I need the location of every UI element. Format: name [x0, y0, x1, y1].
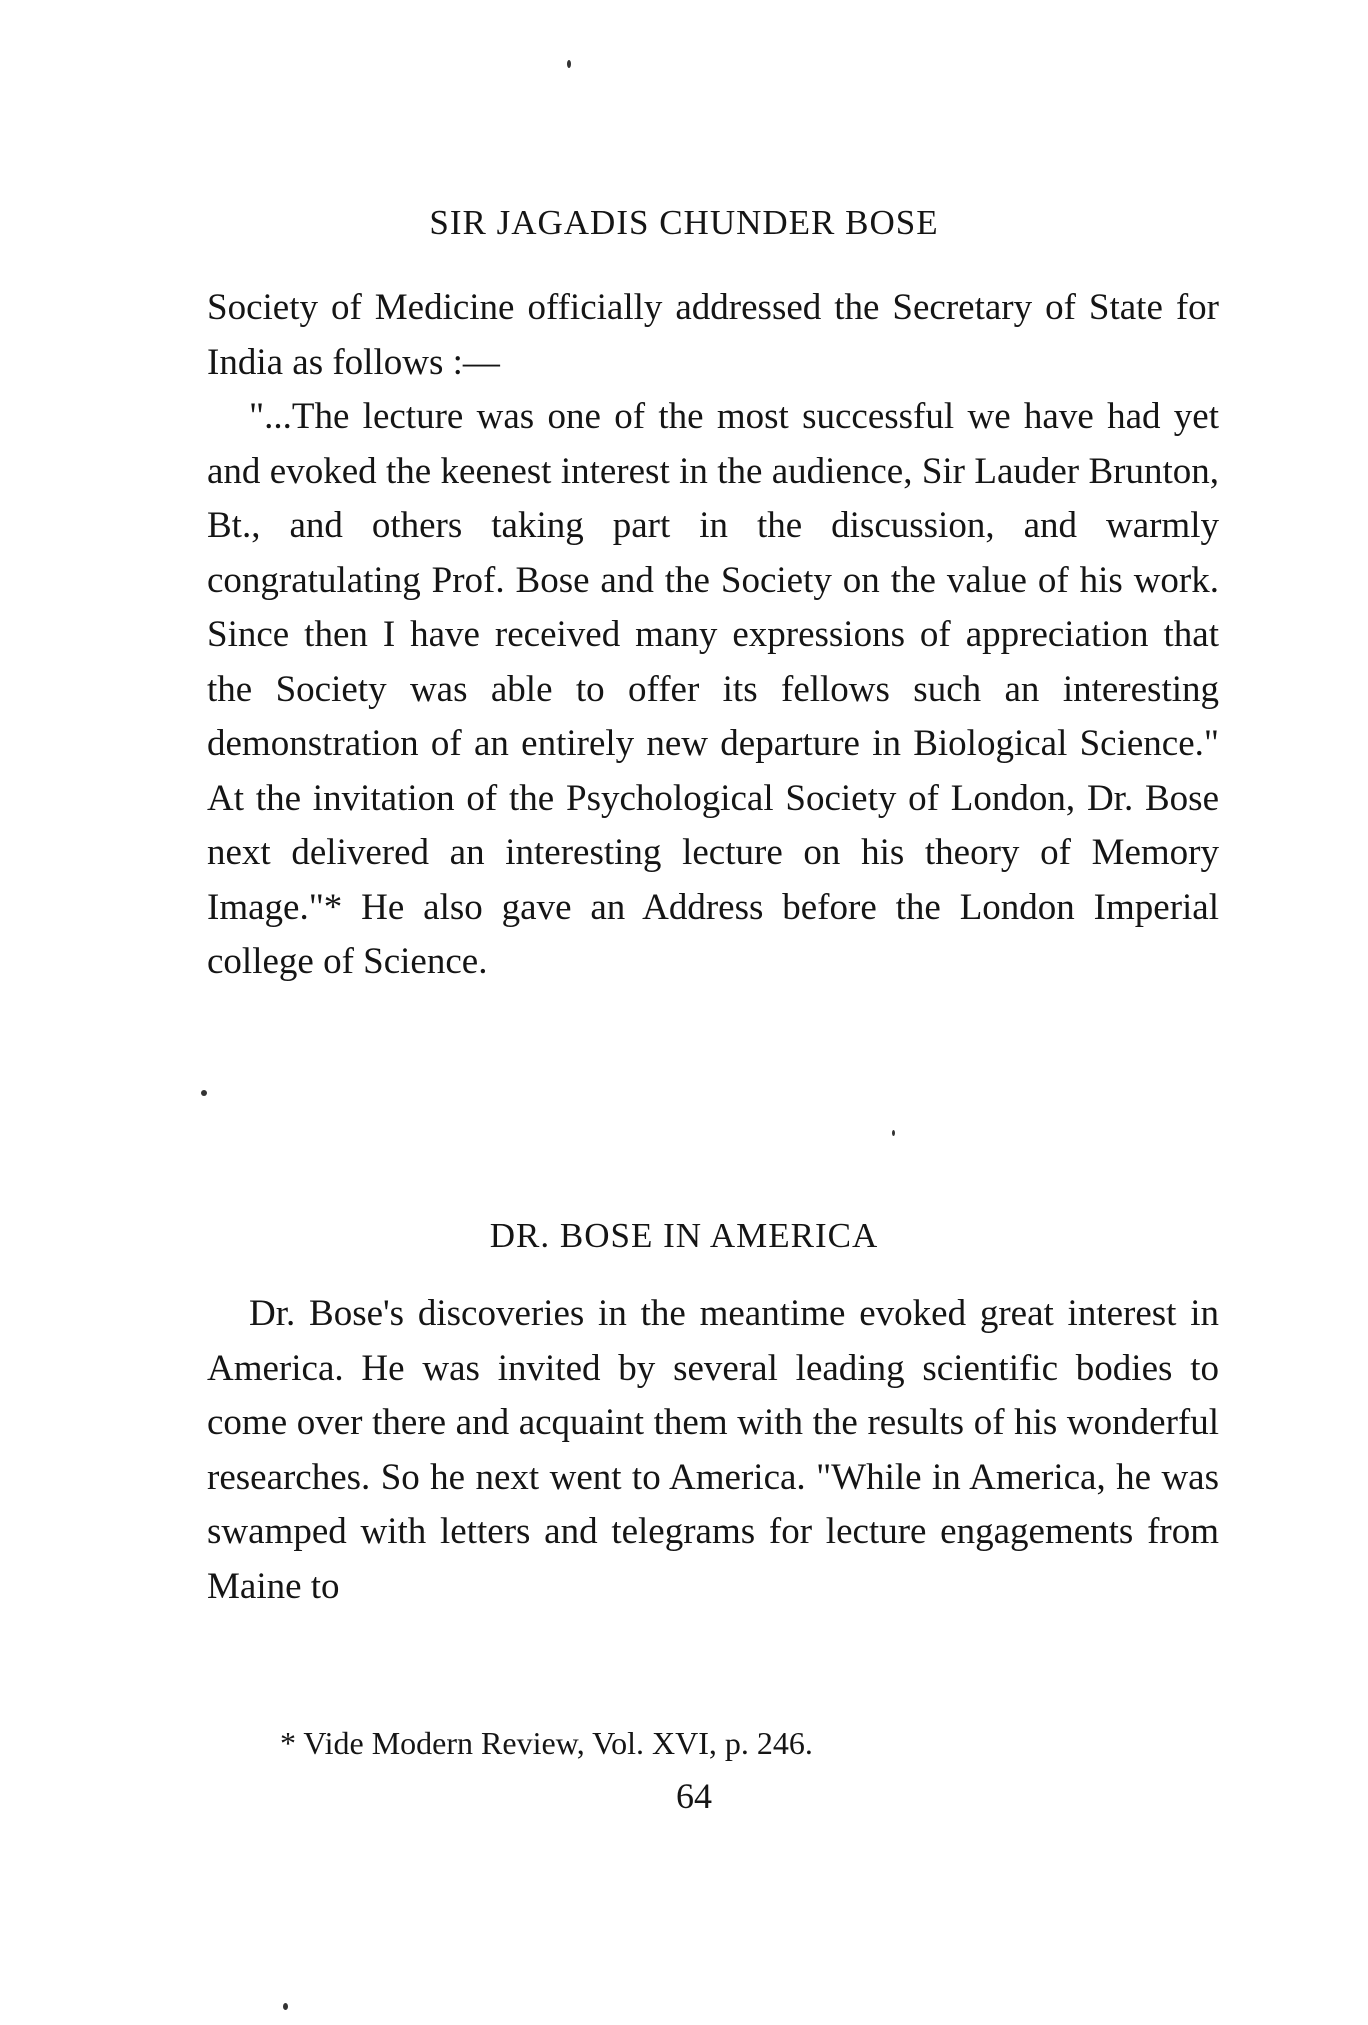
paragraph: Dr. Bose's discoveries in the meantime evoked great interest in America. He was invited by several leading scientific bodies to come over there and acquaint them with the results of his wonderful researches. So he next went to America. "While in America, he was swamped with letters and telegrams for lecture engagements from Maine to [207, 1293, 1219, 1607]
quoted-paragraph: "...The lecture was one of the most successful we have had yet and evoked the keenest interest in the audience, Sir Lauder Brunton, Bt., and others taking part in the discussion, and warmly congratulating Prof. Bose and the Society on the value of his work. Since then I have received many expressions of appreciation that the Society was able to offer its fellows such an interesting demonstration of an entirely new departure in Biological Science." At the invitation of the Psychological Society of London, Dr. Bose next delivered an interesting lecture on his theory of Memory Image."* He also gave an Address before the London Imperial college of Science. [207, 396, 1219, 982]
page-number: 64 [676, 1776, 712, 1816]
section-heading: DR. BOSE IN AMERICA [489, 1216, 879, 1255]
text-block-bottom [207, 1287, 1219, 1614]
text-block-top [207, 281, 1219, 990]
running-head: SIR JAGADIS CHUNDER BOSE [429, 203, 939, 242]
footnote: * Vide Modern Review, Vol. XVI, p. 246. [280, 1725, 813, 1761]
paragraph: Society of Medicine officially addressed the Secretary of State for India as follows :— [207, 287, 1219, 383]
scan-speck [567, 60, 571, 68]
scan-speck [283, 2003, 288, 2010]
scan-speck [201, 1090, 207, 1096]
scan-speck [892, 1130, 895, 1136]
